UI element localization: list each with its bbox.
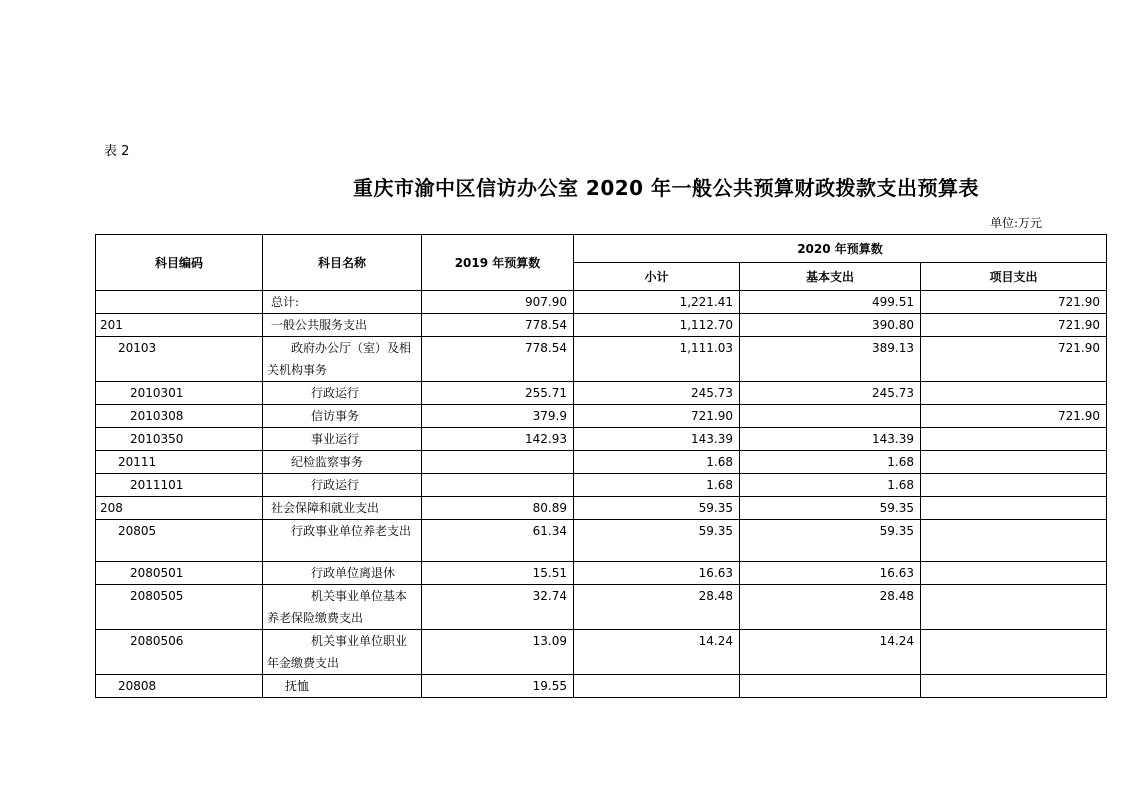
cell-name: 事业运行 xyxy=(263,428,422,451)
table-label: 表 2 xyxy=(104,144,130,159)
cell-project xyxy=(921,451,1107,474)
cell-code: 2010308 xyxy=(96,405,263,428)
table-row xyxy=(96,291,1107,314)
cell-basic xyxy=(740,405,921,428)
cell-basic: 499.51 xyxy=(740,291,921,314)
cell-project xyxy=(921,428,1107,451)
cell-prev: 80.89 xyxy=(422,497,574,520)
cell-subtotal: 16.63 xyxy=(574,562,740,585)
cell-basic: 1.68 xyxy=(740,451,921,474)
cell-name: 行政单位离退休 xyxy=(263,562,422,585)
cell-project xyxy=(921,382,1107,405)
cell-basic: 16.63 xyxy=(740,562,921,585)
cell-subtotal: 1,112.70 xyxy=(574,314,740,337)
cell-basic: 59.35 xyxy=(740,497,921,520)
budget-table xyxy=(95,234,1107,698)
cell-prev: 13.09 xyxy=(422,630,574,675)
cell-name: 机关事业单位职业年金缴费支出 xyxy=(263,630,422,675)
cell-project: 721.90 xyxy=(921,405,1107,428)
cell-subtotal xyxy=(574,675,740,698)
cell-code: 2080501 xyxy=(96,562,263,585)
cell-prev: 255.71 xyxy=(422,382,574,405)
cell-prev: 907.90 xyxy=(422,291,574,314)
table-row xyxy=(96,382,1107,405)
cell-basic: 143.39 xyxy=(740,428,921,451)
table-row xyxy=(96,520,1107,562)
cell-prev: 142.93 xyxy=(422,428,574,451)
cell-project xyxy=(921,675,1107,698)
cell-subtotal: 14.24 xyxy=(574,630,740,675)
cell-code: 2080505 xyxy=(96,585,263,630)
cell-code: 201 xyxy=(96,314,263,337)
cell-code: 20103 xyxy=(96,337,263,382)
cell-prev: 379.9 xyxy=(422,405,574,428)
cell-subtotal: 1,111.03 xyxy=(574,337,740,382)
cell-prev: 15.51 xyxy=(422,562,574,585)
cell-prev: 19.55 xyxy=(422,675,574,698)
cell-project xyxy=(921,630,1107,675)
cell-basic: 59.35 xyxy=(740,520,921,562)
cell-basic: 1.68 xyxy=(740,474,921,497)
cell-project xyxy=(921,520,1107,562)
header-basic: 基本支出 xyxy=(740,263,921,291)
cell-name: 总计: xyxy=(263,291,422,314)
cell-name: 行政运行 xyxy=(263,474,422,497)
cell-subtotal: 245.73 xyxy=(574,382,740,405)
cell-basic: 389.13 xyxy=(740,337,921,382)
header-name: 科目名称 xyxy=(263,235,422,291)
title-text: 重庆市渝中区信访办公室 2020 年一般公共预算财政拨款支出预算表 xyxy=(352,176,980,200)
header-project: 项目支出 xyxy=(921,263,1107,291)
cell-subtotal: 28.48 xyxy=(574,585,740,630)
cell-project: 721.90 xyxy=(921,337,1107,382)
table-row xyxy=(96,630,1107,675)
page-title xyxy=(0,172,1122,201)
cell-project xyxy=(921,474,1107,497)
cell-name: 抚恤 xyxy=(263,675,422,698)
cell-name: 行政运行 xyxy=(263,382,422,405)
cell-name: 一般公共服务支出 xyxy=(263,314,422,337)
cell-code: 20111 xyxy=(96,451,263,474)
cell-project: 721.90 xyxy=(921,291,1107,314)
header-code: 科目编码 xyxy=(96,235,263,291)
cell-code: 2011101 xyxy=(96,474,263,497)
cell-code: 2080506 xyxy=(96,630,263,675)
table-row xyxy=(96,562,1107,585)
cell-code: 20805 xyxy=(96,520,263,562)
cell-name: 信访事务 xyxy=(263,405,422,428)
table-row xyxy=(96,405,1107,428)
cell-prev: 778.54 xyxy=(422,337,574,382)
cell-basic: 14.24 xyxy=(740,630,921,675)
cell-name: 行政事业单位养老支出 xyxy=(263,520,422,562)
cell-name: 机关事业单位基本养老保险缴费支出 xyxy=(263,585,422,630)
cell-code: 20808 xyxy=(96,675,263,698)
table-row xyxy=(96,451,1107,474)
header-subtotal: 小计 xyxy=(574,263,740,291)
cell-project: 721.90 xyxy=(921,314,1107,337)
cell-name: 社会保障和就业支出 xyxy=(263,497,422,520)
cell-basic xyxy=(740,675,921,698)
table-row xyxy=(96,337,1107,382)
header-2020-group: 2020 年预算数 xyxy=(574,235,1107,263)
table-row xyxy=(96,314,1107,337)
unit-label: 单位:万元 xyxy=(989,216,1042,230)
cell-subtotal: 1.68 xyxy=(574,474,740,497)
table-row xyxy=(96,474,1107,497)
header-prev-year: 2019 年预算数 xyxy=(422,235,574,291)
cell-basic: 390.80 xyxy=(740,314,921,337)
cell-subtotal: 143.39 xyxy=(574,428,740,451)
cell-basic: 28.48 xyxy=(740,585,921,630)
cell-subtotal: 59.35 xyxy=(574,497,740,520)
cell-name: 政府办公厅（室）及相关机构事务 xyxy=(263,337,422,382)
cell-code xyxy=(96,291,263,314)
table-row xyxy=(96,428,1107,451)
cell-subtotal: 1.68 xyxy=(574,451,740,474)
cell-prev: 32.74 xyxy=(422,585,574,630)
cell-code: 2010301 xyxy=(96,382,263,405)
cell-code: 208 xyxy=(96,497,263,520)
table-row xyxy=(96,497,1107,520)
table-row xyxy=(96,675,1107,698)
cell-prev: 61.34 xyxy=(422,520,574,562)
cell-project xyxy=(921,585,1107,630)
cell-subtotal: 1,221.41 xyxy=(574,291,740,314)
cell-prev xyxy=(422,474,574,497)
table-row xyxy=(96,585,1107,630)
cell-prev: 778.54 xyxy=(422,314,574,337)
cell-subtotal: 59.35 xyxy=(574,520,740,562)
cell-basic: 245.73 xyxy=(740,382,921,405)
cell-name: 纪检监察事务 xyxy=(263,451,422,474)
cell-subtotal: 721.90 xyxy=(574,405,740,428)
cell-project xyxy=(921,562,1107,585)
cell-project xyxy=(921,497,1107,520)
cell-code: 2010350 xyxy=(96,428,263,451)
cell-prev xyxy=(422,451,574,474)
